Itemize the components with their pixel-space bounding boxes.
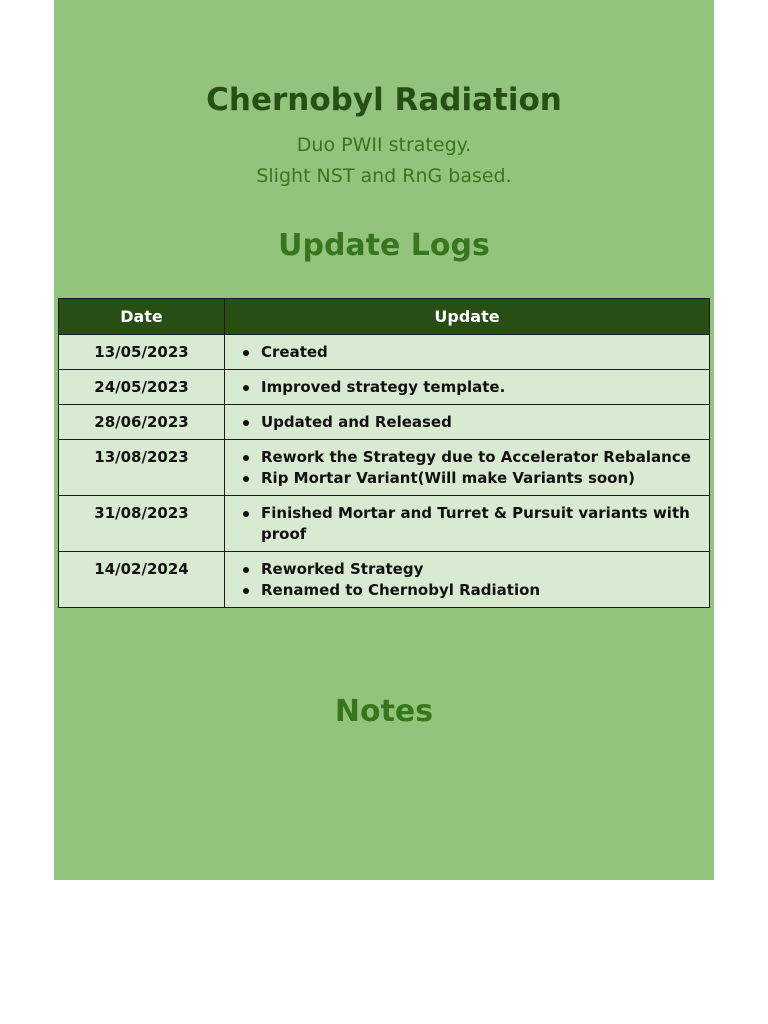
table-row	[59, 440, 710, 496]
update-item: Reworked Strategy	[261, 559, 701, 580]
page-title: Chernobyl Radiation	[206, 82, 562, 118]
table-row	[59, 552, 710, 608]
subtitle-line: Slight NST and RnG based.	[256, 165, 512, 187]
row-updates	[225, 335, 710, 370]
row-updates	[225, 405, 710, 440]
row-date: 28/06/2023	[59, 405, 225, 440]
table-row	[59, 370, 710, 405]
update-item: Created	[261, 342, 701, 363]
row-date: 31/08/2023	[59, 496, 225, 552]
notes-heading: Notes	[334, 694, 434, 729]
column-header-update: Update	[225, 299, 710, 335]
table-row	[59, 496, 710, 552]
row-updates	[225, 370, 710, 405]
update-item: Rip Mortar Variant(Will make Variants soon)	[261, 468, 701, 489]
update-item: Updated and Released	[261, 412, 701, 433]
update-logs-heading: Update Logs	[278, 228, 490, 263]
row-date: 13/05/2023	[59, 335, 225, 370]
update-item: Improved strategy template.	[261, 377, 701, 398]
update-item: Rework the Strategy due to Accelerator Rebalance	[261, 447, 701, 468]
table-row	[59, 335, 710, 370]
table-row	[59, 405, 710, 440]
column-header-date: Date	[59, 299, 225, 335]
table-header-row	[59, 299, 710, 335]
row-updates	[225, 440, 710, 496]
row-date: 24/05/2023	[59, 370, 225, 405]
update-log-table	[58, 298, 710, 608]
page-subtitle	[54, 130, 714, 192]
row-updates	[225, 552, 710, 608]
update-item: Finished Mortar and Turret & Pursuit variants with proof	[261, 503, 701, 545]
update-item: Renamed to Chernobyl Radiation	[261, 580, 701, 601]
row-date: 14/02/2024	[59, 552, 225, 608]
row-updates	[225, 496, 710, 552]
document-page	[54, 0, 714, 880]
subtitle-line: Duo PWII strategy.	[296, 134, 472, 156]
row-date: 13/08/2023	[59, 440, 225, 496]
